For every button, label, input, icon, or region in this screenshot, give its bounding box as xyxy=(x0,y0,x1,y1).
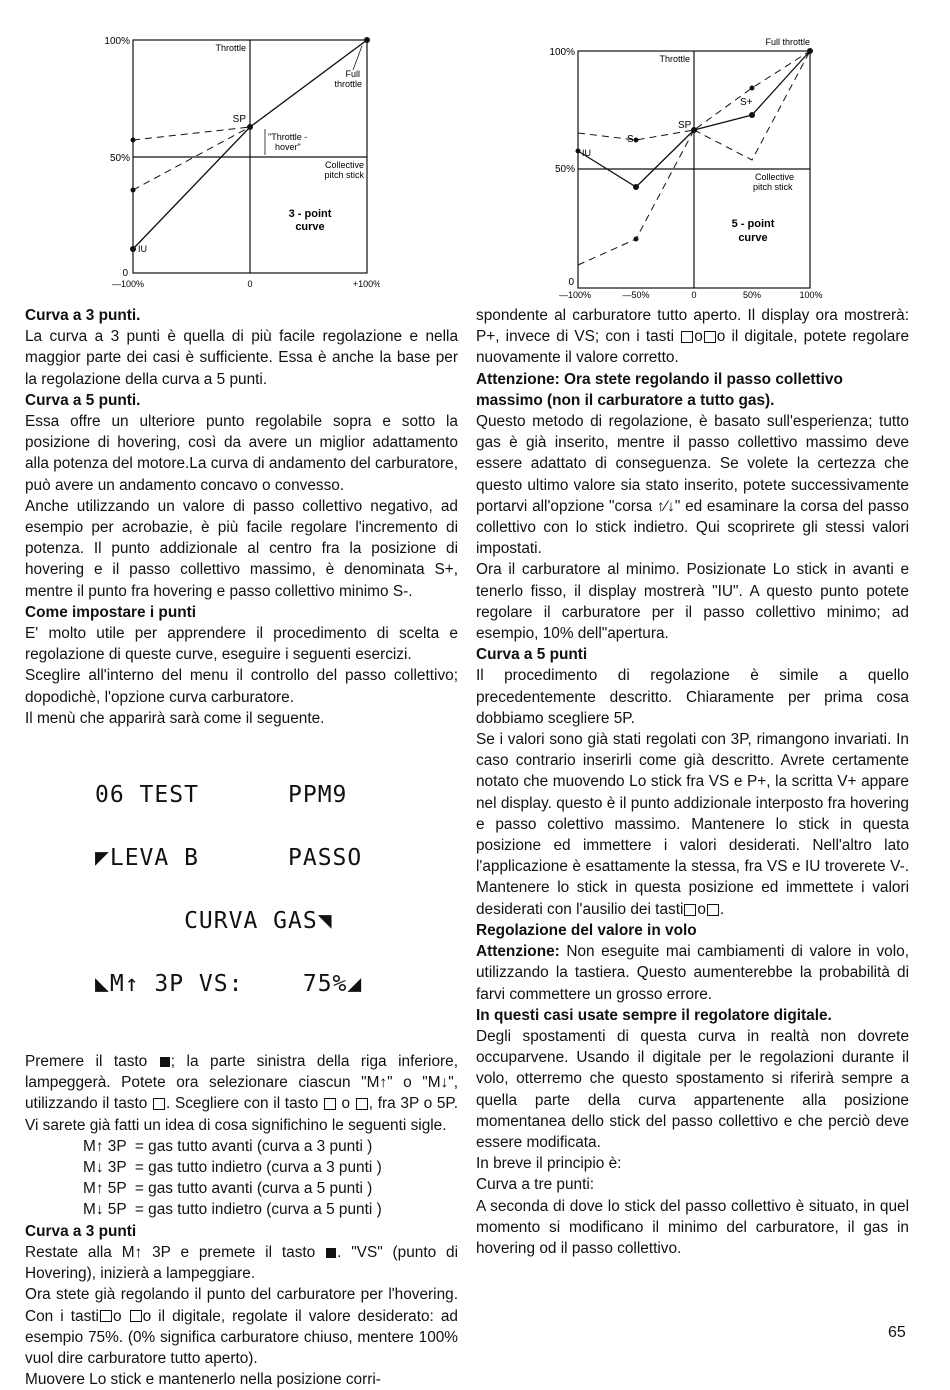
text-run: Ora stete già regolando il punto del carburatore per l'hovering. Con i tasti xyxy=(25,1286,458,1325)
lcd-line-1: 06 TEST PPM9 xyxy=(95,782,348,809)
sigla-3: M↑ 5P = gas tutto avanti (curva a 5 punti ) xyxy=(83,1180,373,1198)
label-iu: IU xyxy=(138,244,147,254)
text-run: Restate alla M↑ 3P e premete il tasto xyxy=(25,1243,326,1261)
paragraph xyxy=(25,1242,458,1284)
x-label-100: 100% xyxy=(799,290,823,300)
curve-lower-dashed xyxy=(133,127,250,190)
heading-curva-5-punti: Curva a 5 punti xyxy=(476,646,588,664)
label-full-throttle: Full throttle xyxy=(765,37,810,47)
minus-key-icon xyxy=(707,904,719,916)
minus-key-icon xyxy=(356,1098,368,1110)
right-column xyxy=(476,305,909,1259)
select-key-icon xyxy=(326,1248,336,1258)
paragraph xyxy=(476,729,909,920)
five-point-curve-figure xyxy=(525,30,845,307)
text-run: Premere il tasto xyxy=(25,1053,159,1071)
y-label-50: 50% xyxy=(554,164,575,175)
five-point-curve-svg xyxy=(525,30,845,302)
text-run: . Scegliere con il tasto xyxy=(165,1095,319,1113)
point-s-plus-upper xyxy=(750,86,755,91)
paragraph: Degli spostamenti di questa curva in realtà non dovrete occuparvene. Usando il digitale per le regolazioni durante il volo, otterremo che questo spostamento si riferirà sempre a quella parte della curva appartenente alla posizione momentanea dello stick del passo collettivo e che perciò deve essere modificata. xyxy=(476,1027,909,1151)
minus-key-icon xyxy=(704,331,716,343)
text-run: o il digitale, potete regolare nuovamente il valore corretto. xyxy=(476,328,909,367)
label-throttle: Throttle xyxy=(659,54,690,64)
y-label-100: 100% xyxy=(104,36,130,47)
x-label-right: +100% xyxy=(352,279,380,289)
label-sp: SP xyxy=(678,120,692,131)
paragraph: In breve il principio è: xyxy=(476,1155,622,1173)
sigla-1: M↑ 3P = gas tutto avanti (curva a 3 punti ) xyxy=(83,1137,373,1155)
label-pitch-stick: pitch stick xyxy=(753,182,793,192)
heading-come-impostare: Come impostare i punti xyxy=(25,603,197,621)
text-run: o xyxy=(341,1095,351,1113)
label-hover-1: "Throttle - xyxy=(268,132,308,142)
paragraph: A seconda di dove lo stick del passo collettivo è situato, in quel momento si modificano il minimo del carburatore, il gas in hovering od il passo collettivo. xyxy=(476,1197,909,1257)
paragraph: E' molto utile per apprendere il procedimento di scelta e regolazione di queste curve, eseguire i seguenti esercizi. xyxy=(25,625,458,664)
text-run: o xyxy=(112,1307,122,1325)
plus-key-icon xyxy=(681,331,693,343)
lcd-line-4: ◣M↑ 3P VS: 75%◢ xyxy=(95,971,363,998)
text-run: . xyxy=(719,900,725,918)
text-run: o xyxy=(694,328,703,346)
paragraph xyxy=(25,1284,458,1369)
text-run: spondente al carburatore tutto aperto. Il display ora mostrerà: P+, invece di VS; con i tasti xyxy=(476,307,909,346)
label-curve-2: curve xyxy=(738,232,768,244)
point-iu xyxy=(576,149,581,154)
paragraph: Curva a tre punti: xyxy=(476,1176,595,1194)
label-full: Full xyxy=(345,69,360,79)
y-label-50: 50% xyxy=(109,153,130,164)
mode-key-icon xyxy=(153,1098,165,1110)
paragraph: Sceglire all'interno del menu il controllo del passo collettivo; dopodichè, l'opzione curva carburatore. xyxy=(25,667,458,706)
point-s-minus-lower xyxy=(634,237,639,242)
text-run: o xyxy=(697,900,706,918)
text-run: o il digitale, regolate il valore desiderato: ad esempio 75%. (0% significa carburatore chiuso, mentere 100% vuol dire carburatore tutto aperto). xyxy=(25,1307,458,1367)
three-point-curve-svg xyxy=(80,30,380,295)
text-run: , fra 3P o 5P. Vi sarete già fatti un idea di cosa significhino le seguenti sigle. xyxy=(25,1095,458,1134)
page-number: 65 xyxy=(888,1324,906,1341)
x-label-m50: —50% xyxy=(622,290,650,300)
y-label-100: 100% xyxy=(549,47,575,58)
paragraph: Anche utilizzando un valore di passo collettivo negativo, ad esempio per acrobazie, è più facile regolare l'incremento di potenza. Il punto addizionale al centro fra la posizione di hovering e il passo collettivo massimo, è denominata S+, mentre il punto fra hovering e passo collettivo minimo S-. xyxy=(25,497,458,600)
point-full xyxy=(807,48,813,54)
x-label-mid: 0 xyxy=(247,279,253,289)
sigla-2: M↓ 3P = gas tutto indietro (curva a 3 punti ) xyxy=(83,1159,382,1177)
heading-attenzione: Attenzione: Ora stete regolando il passo collettivo massimo (non il carburatore a tutto gas). xyxy=(476,370,843,409)
lcd-line-2: ◤LEVA B PASSO xyxy=(95,845,363,872)
curve-lower-dashed xyxy=(578,130,694,265)
text-run: ; la parte sinistra della riga inferiore, lampeggerà. Potete ora selezionare ciascun "M↑" o "M↓", utilizzando il tasto xyxy=(25,1053,458,1113)
paragraph: Muovere Lo stick e mantenerlo nella posizione corri- xyxy=(25,1371,381,1389)
heading-curva-5-punti: Curva a 5 punti. xyxy=(25,391,141,409)
heading-regolazione-volo: Regolazione del valore in volo xyxy=(476,921,697,939)
point-s-minus xyxy=(633,184,639,190)
x-label-0: 0 xyxy=(691,290,697,300)
paragraph: Il menù che apparirà sarà come il seguente. xyxy=(25,709,325,727)
x-label-50: 50% xyxy=(742,290,762,300)
paragraph: Questo metodo di regolazione, è basato sull'esperienza; tutto gas è già inserito, mentre il passo collettivo massimo deve essere adattato di conseguenza. Se volete la certezza che questo ultimo valore sia stato inserito, potete successivamente portarvi all'opzione "corsa ↑∕↓" ed esaminare la corsa del passo collettivo con lo stick indietro. Qui scoprirete gli stessi valori impostati. xyxy=(476,413,909,558)
label-curve-1: 3 - point xyxy=(288,208,332,220)
label-pitch-stick: pitch stick xyxy=(324,170,364,180)
paragraph: Essa offre un ulteriore punto regolabile sopra e sotto la posizione di hovering, così da avere un miglior adattamento alla potenza del motore.La curva di andamento del carburatore, può avere un andamento concavo o convesso. xyxy=(25,413,458,494)
point-full xyxy=(364,37,370,43)
label-throttle-full: throttle xyxy=(334,79,362,89)
label-s-minus: S– xyxy=(627,134,640,145)
label-iu: IU xyxy=(582,148,591,158)
lcd-display xyxy=(95,743,458,1037)
label-throttle: Throttle xyxy=(215,43,246,53)
label-curve-2: curve xyxy=(295,221,325,233)
heading-usate-regolatore: In questi casi usate sempre il regolatore digitale. xyxy=(476,1006,832,1024)
paragraph xyxy=(476,305,909,369)
point-sp xyxy=(247,124,253,130)
label-s-plus: S+ xyxy=(740,97,753,108)
lcd-line-3: CURVA GAS◥ xyxy=(95,908,333,935)
label-collective: Collective xyxy=(324,160,364,170)
three-point-curve-figure xyxy=(80,30,380,300)
paragraph: La curva a 3 punti è quella di più facile regolazione e nella maggior parte dei casi è sufficiente. Essa è anche la base per la regolazione della curva a 5 punti. xyxy=(25,328,458,388)
minus-key-icon xyxy=(130,1310,142,1322)
left-column xyxy=(25,305,458,1390)
text-run: . "VS" (punto di Hovering), inizierà a lampeggiare. xyxy=(25,1243,458,1283)
paragraph xyxy=(476,941,909,1005)
text-run: Non eseguite mai cambiamenti di valore in volo, utilizzando la tastiera. Questo aumenterebbe la probabilità di farvi commettere un grosso errore. xyxy=(476,943,909,1003)
text-run-bold: Attenzione: xyxy=(476,943,560,961)
text-run: Se i valori sono già stati regolati con 3P, rimangono invariati. In caso contrario inserirli come già descritto. Avrete certamente notato che muovendo Lo stick fra VS e P+, la scritta V+ appare nel display. questo è il punto addizionale interposto fra hovering e passo colettivo massimo. Mantenere lo stick in questa posizione ed immettere i valori desiderati. Nell'altro lato l'applicazione è esattamente la stessa, fra VS e IU troverete V-. Mantenere lo stick in questa posizione ed immettete i valori desiderati con l'ausilio dei tasti xyxy=(476,731,909,918)
point-iu xyxy=(130,246,136,252)
label-collective: Collective xyxy=(755,172,795,182)
select-key-icon xyxy=(160,1057,170,1067)
point-s-plus xyxy=(749,112,755,118)
plus-key-icon xyxy=(100,1310,112,1322)
paragraph: Ora il carburatore al minimo. Posizionate Lo stick in avanti e tenerlo fisso, il display mostrerà "IU". A questo punto potete regolare il carburatore per il passo collettivo minimo; ad esempio, 10% dell"apertura. xyxy=(476,561,909,643)
label-sp: SP xyxy=(232,114,246,125)
x-label-left: —100% xyxy=(111,279,145,289)
paragraph: Il procedimento di regolazione è simile a quello precedentemente descritto. Chiaramente per prima cosa dobbiamo scegliere 5P. xyxy=(476,667,909,727)
y-label-0: 0 xyxy=(122,268,128,279)
point-lower xyxy=(131,188,136,193)
paragraph-keys xyxy=(25,1051,458,1136)
plus-key-icon xyxy=(324,1098,336,1110)
label-curve-1: 5 - point xyxy=(731,218,775,230)
point-upper xyxy=(131,138,136,143)
heading-curva-3-punti-2: Curva a 3 punti xyxy=(25,1222,137,1240)
heading-curva-3-punti: Curva a 3 punti. xyxy=(25,307,141,324)
sigla-4: M↓ 5P = gas tutto indietro (curva a 5 punti ) xyxy=(83,1201,382,1219)
label-hover-2: hover" xyxy=(275,142,301,152)
plus-key-icon xyxy=(684,904,696,916)
x-label-m100: —100% xyxy=(558,290,592,300)
point-sp xyxy=(691,127,697,133)
y-label-0: 0 xyxy=(568,277,574,288)
